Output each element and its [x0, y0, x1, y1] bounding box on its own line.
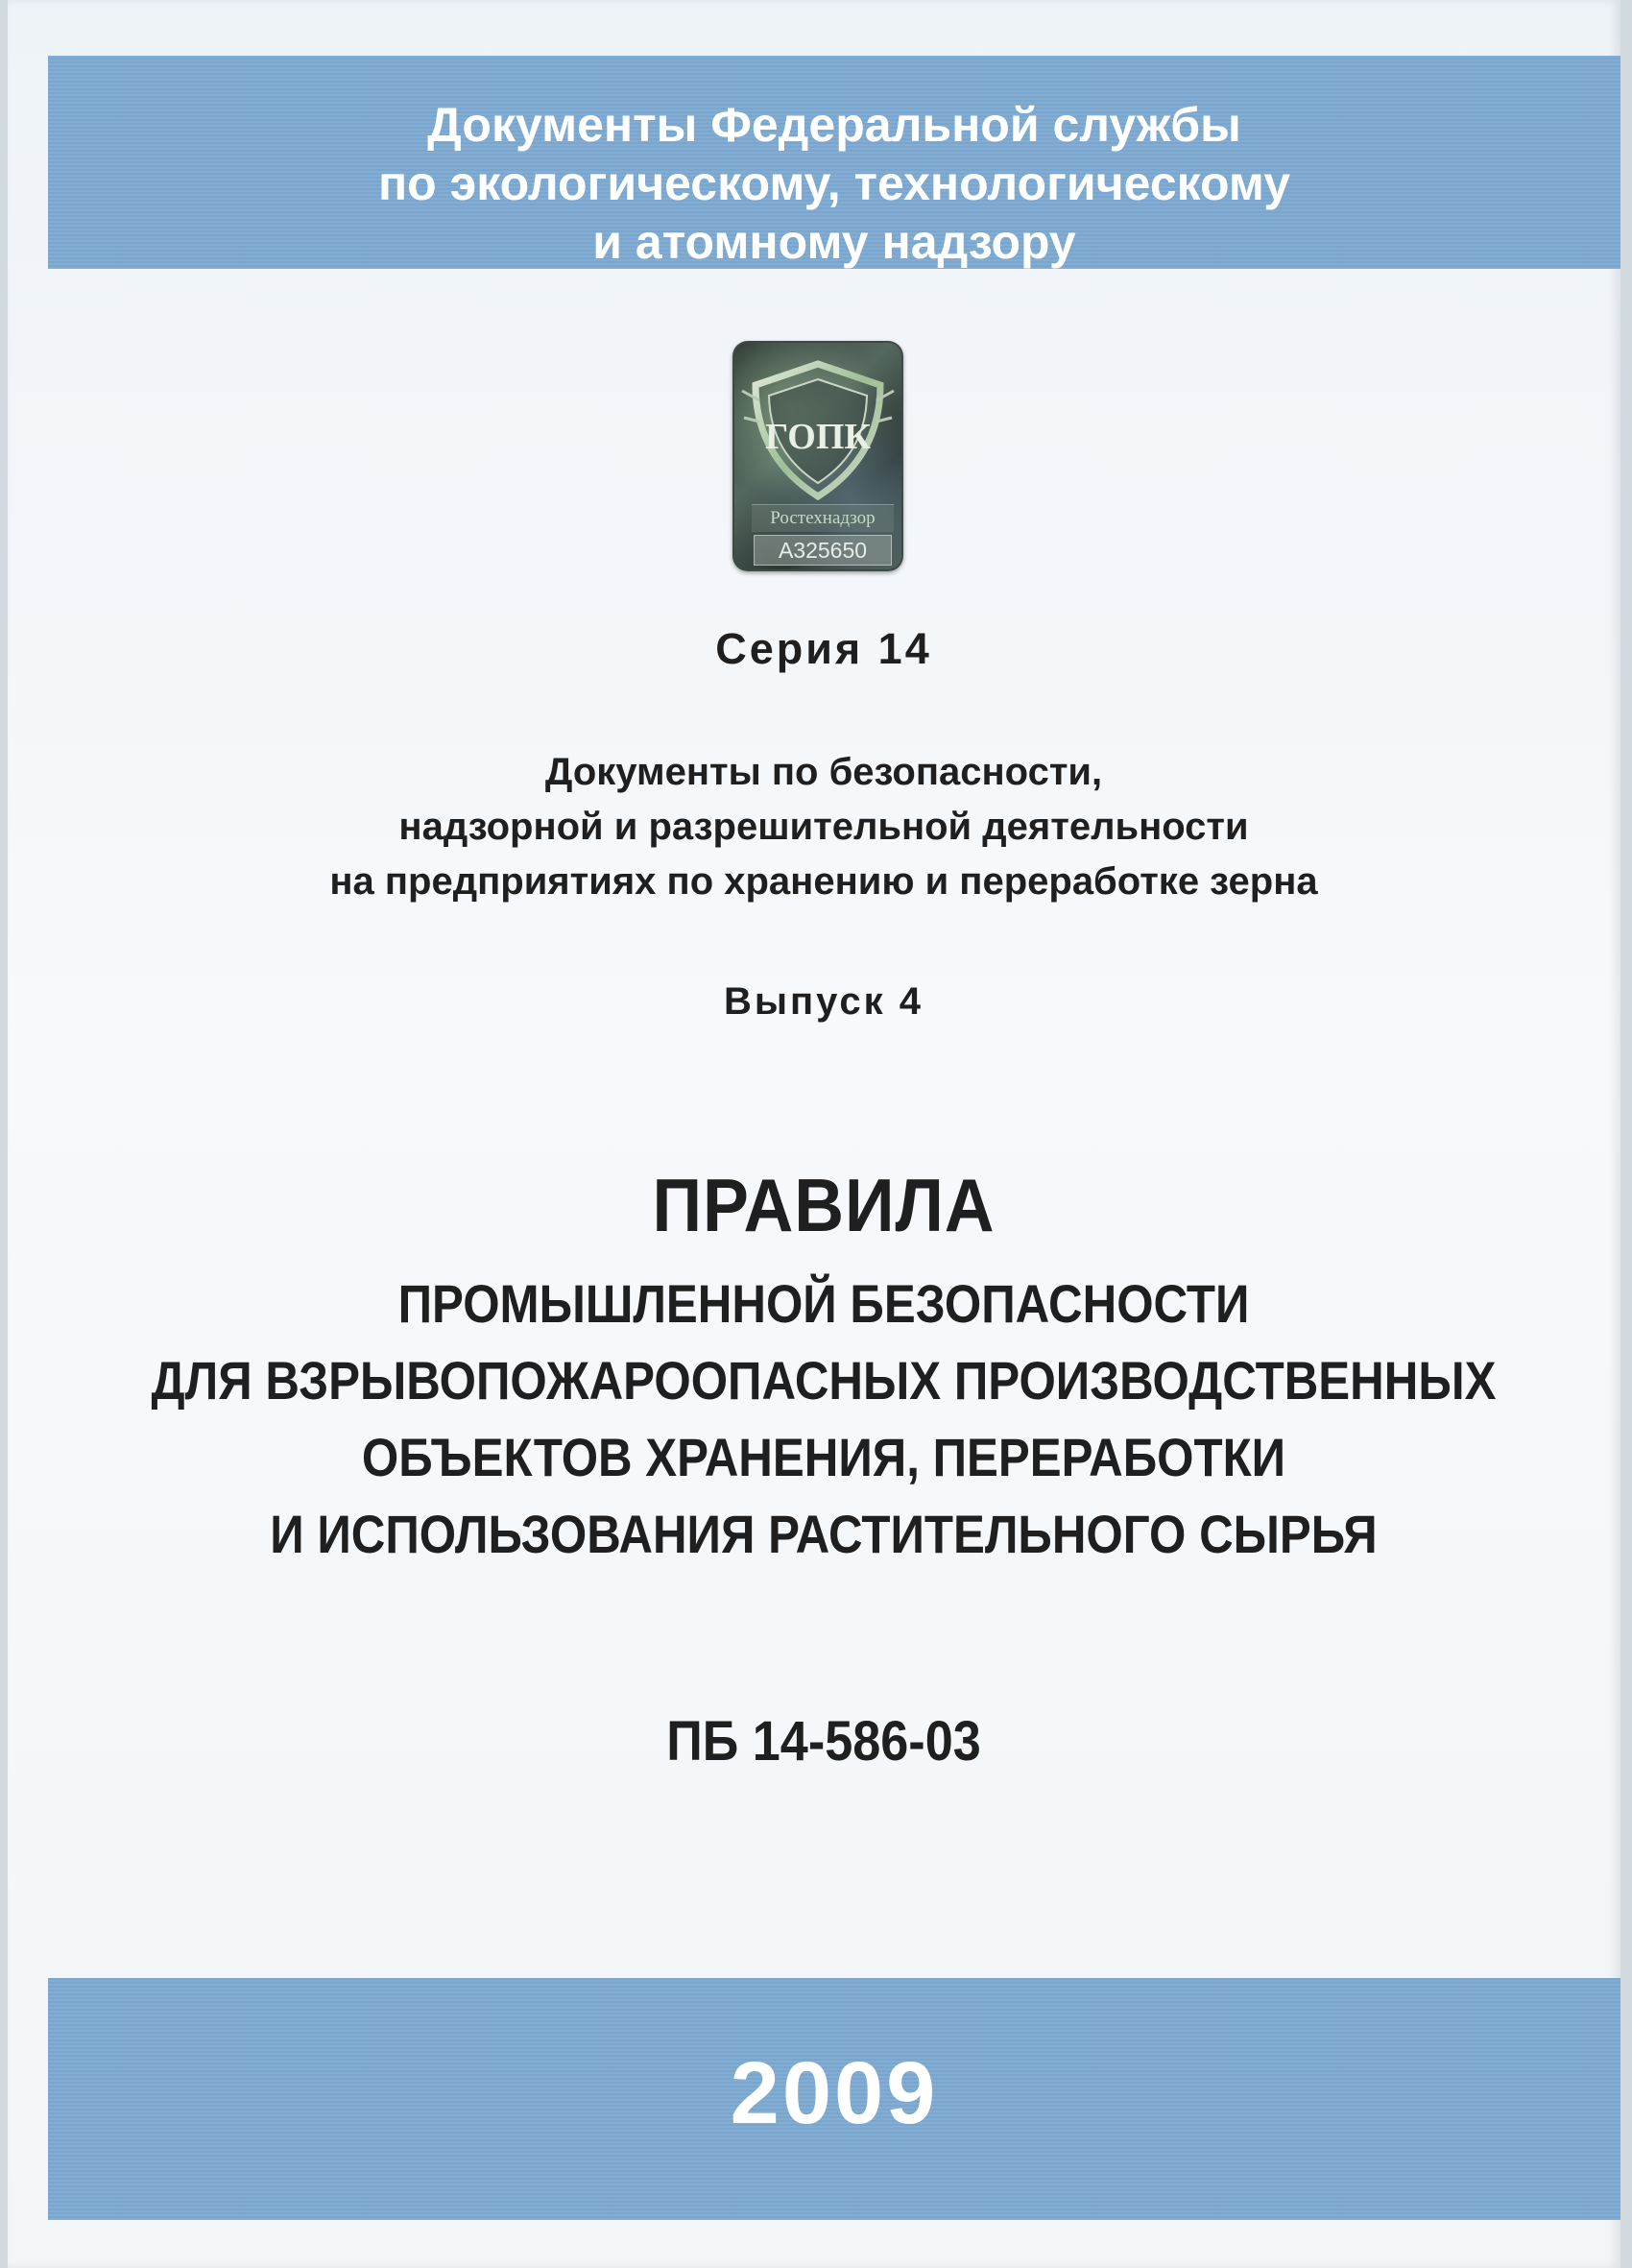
subtitle-line-3: ОБЪЕКТОВ ХРАНЕНИЯ, ПЕРЕРАБОТКИ — [361, 1427, 1286, 1487]
subtitle-line-1: ПРОМЫШЛЕННОЙ БЕЗОПАСНОСТИ — [397, 1273, 1250, 1334]
shield-letters: ГОПК — [765, 417, 871, 457]
agency-title — [48, 96, 1620, 272]
hologram-org-label: Ростехнадзор — [752, 504, 894, 532]
agency-line-3: и атомному надзору — [592, 215, 1076, 269]
hologram-sticker — [732, 341, 903, 571]
document-code: ПБ 14-586-03 — [666, 1710, 981, 1773]
document-title: ПРАВИЛА — [652, 1163, 996, 1247]
agency-line-2: по экологическому, технологическому — [377, 157, 1291, 210]
issue-label: Выпуск 4 — [723, 980, 924, 1023]
series-label: Серия 14 — [715, 624, 932, 673]
document-subtitle — [106, 1266, 1542, 1573]
bottom-band — [48, 1978, 1620, 2220]
hologram-serial-number: А325650 — [754, 535, 892, 566]
series-description-line-1: Документы по безопасности, — [544, 751, 1103, 793]
book-cover — [8, 0, 1620, 2268]
series-description-line-3: на предприятиях по хранению и переработке зерна — [329, 860, 1318, 903]
subtitle-line-2: ДЛЯ ВЗРЫВОПОЖАРООПАСНЫХ ПРОИЗВОДСТВЕННЫХ — [151, 1350, 1497, 1411]
series-description — [8, 745, 1632, 909]
publication-year: 2009 — [730, 2044, 939, 2142]
series-description-line-2: надзорной и разрешительной деятельности — [398, 806, 1249, 848]
shield-emblem-icon — [740, 358, 896, 502]
top-band — [48, 56, 1620, 269]
subtitle-line-4: И ИСПОЛЬЗОВАНИЯ РАСТИТЕЛЬНОГО СЫРЬЯ — [270, 1504, 1378, 1564]
agency-line-1: Документы Федеральной службы — [427, 98, 1241, 152]
